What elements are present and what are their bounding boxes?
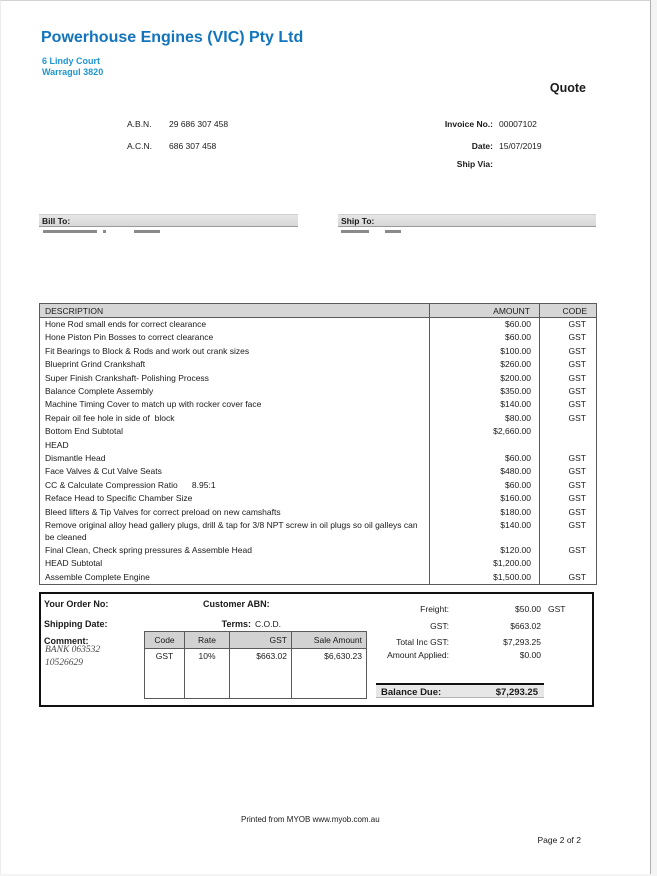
tax-code-value: GST <box>145 649 185 699</box>
terms-label: Terms: <box>221 619 251 629</box>
items-header-amount: AMOUNT <box>430 304 540 318</box>
terms-value: C.O.D. <box>255 619 281 629</box>
item-amount: $140.00 <box>430 519 540 544</box>
item-tax-code <box>540 557 597 570</box>
balance-due-label: Balance Due: <box>381 687 442 698</box>
item-description: Super Finish Crankshaft- Polishing Process <box>40 372 430 385</box>
tax-table-header-row <box>145 632 367 649</box>
table-row <box>40 398 597 411</box>
item-tax-code: GST <box>568 386 586 397</box>
freight-value: $50.00 <box>515 604 541 614</box>
tax-summary-table <box>144 631 367 699</box>
item-amount: $260.00 <box>430 358 540 371</box>
comment-value <box>45 644 155 670</box>
item-tax-code: GST <box>568 319 586 329</box>
item-tax-code: GST <box>568 359 586 370</box>
ship-via-label: Ship Via: <box>456 159 493 169</box>
table-row <box>40 571 597 585</box>
company-name: Powerhouse Engines (VIC) Pty Ltd <box>41 29 304 46</box>
freight-tax-code: GST <box>548 604 566 614</box>
company-address-line1: 6 Lindy Court <box>42 56 100 66</box>
item-amount: $1,200.00 <box>430 557 540 570</box>
item-amount: $60.00 <box>430 452 540 465</box>
tax-header-rate: Rate <box>185 632 230 649</box>
summary-box <box>39 592 594 707</box>
item-tax-code: GST <box>568 544 586 555</box>
item-tax-code: GST <box>568 493 586 504</box>
item-amount: $120.00 <box>430 544 540 557</box>
item-description: Remove original alloy head gallery plugs, drill & tap for 3/8 NPT screw in oil plugs so oil galleys can be cleaned <box>40 519 430 544</box>
item-description: Assemble Complete Engine <box>40 571 430 585</box>
item-description: Face Valves & Cut Valve Seats <box>40 465 430 478</box>
item-description: Fit Bearings to Block & Rods and work out crank sizes <box>40 345 430 358</box>
tax-rate-value: 10% <box>185 649 230 699</box>
total-inc-gst-label: Total Inc GST: <box>396 637 449 647</box>
your-order-no-label: Your Order No: <box>44 599 109 609</box>
item-description: Bleed lifters & Tip Valves for correct preload on new camshafts <box>40 506 430 519</box>
items-table <box>39 303 597 585</box>
table-row <box>40 479 597 492</box>
item-description: Bottom End Subtotal <box>40 425 430 438</box>
item-tax-code: GST <box>568 345 586 356</box>
item-tax-code: GST <box>568 332 586 343</box>
item-amount: $350.00 <box>430 385 540 398</box>
item-description: Reface Head to Specific Chamber Size <box>40 492 430 505</box>
table-row <box>40 412 597 425</box>
item-amount: $60.00 <box>430 318 540 332</box>
company-address <box>42 56 103 78</box>
tax-table-row <box>145 649 367 699</box>
items-header-code: CODE <box>540 304 597 318</box>
item-description: HEAD Subtotal <box>40 557 430 570</box>
table-row <box>40 372 597 385</box>
item-description: CC & Calculate Compression Ratio 8.95:1 <box>40 479 430 492</box>
item-tax-code: GST <box>568 506 586 517</box>
item-amount: $100.00 <box>430 345 540 358</box>
table-row <box>40 385 597 398</box>
item-description: Blueprint Grind Crankshaft <box>40 358 430 371</box>
gst-total-value: $663.02 <box>510 621 541 631</box>
customer-abn-label: Customer ABN: <box>203 599 270 609</box>
tax-gst-value: $663.02 <box>230 649 292 699</box>
item-description: Repair oil fee hole in side of block <box>40 412 430 425</box>
item-tax-code: GST <box>568 412 586 423</box>
tax-header-code: Code <box>145 632 185 649</box>
total-inc-gst-value: $7,293.25 <box>503 637 541 647</box>
item-tax-code <box>540 439 597 452</box>
table-row <box>40 345 597 358</box>
item-amount: $2,660.00 <box>430 425 540 438</box>
item-description: Hone Piston Pin Bosses to correct clearance <box>40 331 430 344</box>
comment-line1: BANK 063532 <box>45 645 101 655</box>
ship-to-clipped-text <box>341 230 591 235</box>
invoice-no-label: Invoice No.: <box>444 119 493 129</box>
acn-label: A.C.N. <box>127 141 153 151</box>
bill-to-clipped-text <box>43 230 293 235</box>
item-amount: $1,500.00 <box>430 571 540 585</box>
items-table-body <box>40 318 597 585</box>
item-tax-code: GST <box>568 372 586 383</box>
page-number: Page 2 of 2 <box>537 835 581 845</box>
item-amount <box>430 439 540 452</box>
tax-header-sale-amount: Sale Amount <box>292 632 367 649</box>
table-row <box>40 425 597 438</box>
item-tax-code: GST <box>568 453 586 464</box>
item-tax-code: GST <box>568 479 586 490</box>
table-row <box>40 519 597 544</box>
tax-header-gst: GST <box>230 632 292 649</box>
tax-sale-amount-value: $6,630.23 <box>292 649 367 699</box>
item-amount: $60.00 <box>430 331 540 344</box>
item-amount: $160.00 <box>430 492 540 505</box>
item-description: Hone Rod small ends for correct clearance <box>40 318 430 332</box>
item-tax-code: GST <box>568 466 586 477</box>
document-title: Quote <box>549 81 586 95</box>
date-label: Date: <box>471 141 493 151</box>
item-tax-code: GST <box>568 520 586 531</box>
item-description: Machine Timing Cover to match up with rocker cover face <box>40 398 430 411</box>
item-tax-code <box>540 425 597 438</box>
item-amount: $80.00 <box>430 412 540 425</box>
abn-value: 29 686 307 458 <box>169 119 229 129</box>
comment-line2: 10526629 <box>45 658 83 668</box>
items-table-header-row <box>40 304 597 318</box>
item-amount: $480.00 <box>430 465 540 478</box>
bill-to-header: Bill To: <box>39 214 298 227</box>
table-row <box>40 452 597 465</box>
shipping-date-label: Shipping Date: <box>44 619 108 629</box>
table-row <box>40 506 597 519</box>
date-value: 15/07/2019 <box>499 141 542 151</box>
abn-label: A.B.N. <box>127 119 152 129</box>
item-description: Final Clean, Check spring pressures & Assemble Head <box>40 544 430 557</box>
item-description: Dismantle Head <box>40 452 430 465</box>
table-row <box>40 331 597 344</box>
table-row <box>40 465 597 478</box>
table-row <box>40 439 597 452</box>
balance-due-value: $7,293.25 <box>495 687 538 698</box>
company-address-line2: Warragul 3820 <box>42 67 104 77</box>
table-row <box>40 492 597 505</box>
item-amount: $140.00 <box>430 398 540 411</box>
invoice-no-value: 00007102 <box>499 119 537 129</box>
table-row <box>40 358 597 371</box>
item-amount: $60.00 <box>430 479 540 492</box>
items-header-description: DESCRIPTION <box>40 304 430 318</box>
ship-to-header: Ship To: <box>338 214 596 227</box>
item-description: HEAD <box>40 439 430 452</box>
table-row <box>40 544 597 557</box>
freight-label: Freight: <box>420 604 449 614</box>
table-row <box>40 557 597 570</box>
item-tax-code: GST <box>568 571 586 582</box>
amount-applied-value: $0.00 <box>519 650 541 660</box>
table-row <box>40 318 597 332</box>
acn-value: 686 307 458 <box>169 141 217 151</box>
item-description: Balance Complete Assembly <box>40 385 430 398</box>
item-amount: $180.00 <box>430 506 540 519</box>
balance-due-bar <box>376 683 544 698</box>
gst-total-label: GST: <box>430 621 449 631</box>
amount-applied-label: Amount Applied: <box>387 650 449 660</box>
printed-from-myob-text: Printed from MYOB www.myob.com.au <box>241 815 380 824</box>
comment-label: Comment: <box>44 636 89 646</box>
item-tax-code: GST <box>568 399 586 410</box>
item-amount: $200.00 <box>430 372 540 385</box>
